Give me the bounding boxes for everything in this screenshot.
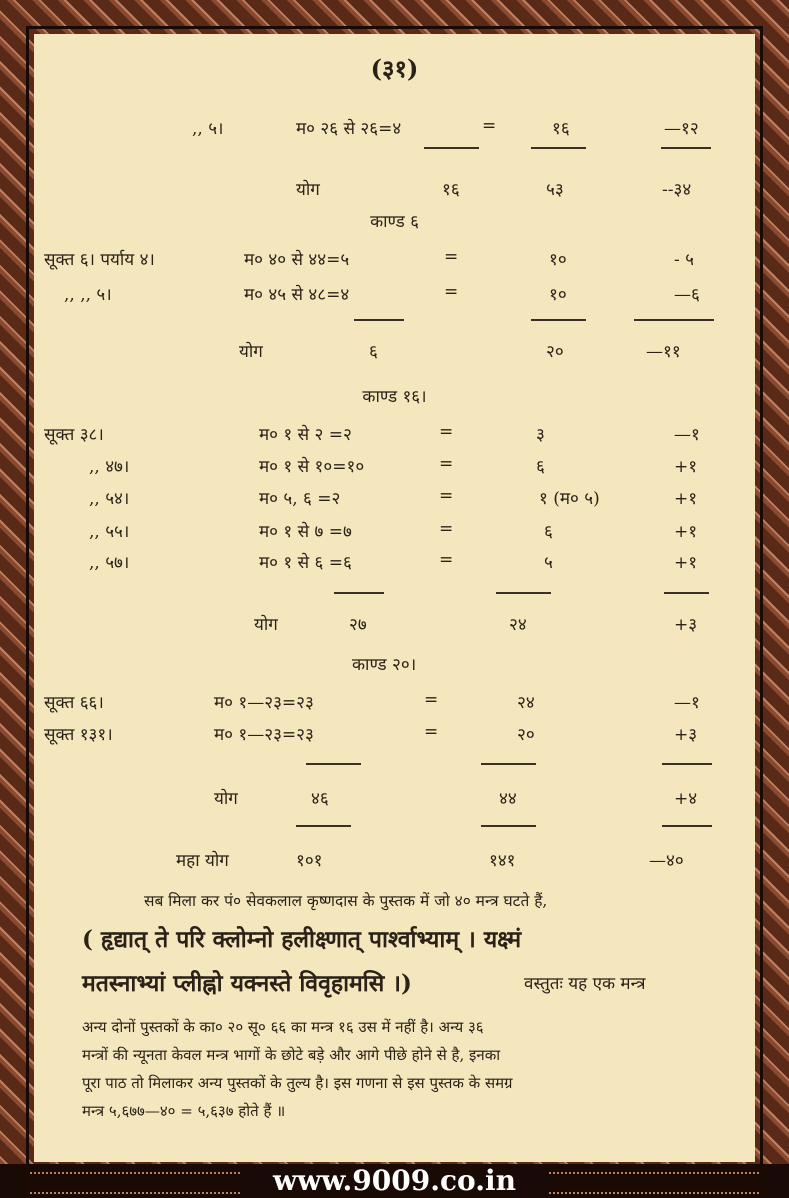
sukta-cell: ,, ,, ५। [64, 285, 112, 305]
count-cell: १० [549, 250, 567, 270]
table-row [34, 422, 755, 452]
sum-rule [664, 592, 709, 594]
difference-cell: —१ [674, 693, 700, 713]
equals-sign: = [439, 454, 454, 474]
mantra-range: म० ४० से ४४=५ [244, 250, 350, 270]
total-row [34, 786, 755, 816]
total-cell: २७ [349, 615, 367, 635]
mantra-range: म० ४५ से ४८=४ [244, 285, 350, 305]
footer-website: www.9009.co.in [273, 1164, 516, 1197]
book-page [34, 34, 755, 1162]
mantra-range: म० १ से २ =२ [259, 425, 352, 445]
total-cell: ४४ [499, 789, 517, 809]
table-row [34, 722, 755, 752]
table-row [34, 454, 755, 484]
table-row [34, 116, 755, 146]
verse-line: मतस्नाभ्यां प्लीह्नो यक्नस्ते विवृहामसि ।) [82, 970, 412, 997]
total-cell: ४६ [311, 789, 329, 809]
sum-rule [306, 763, 361, 765]
total-cell: —११ [646, 342, 681, 362]
total-label: योग [214, 789, 238, 809]
sum-rule [531, 319, 586, 321]
equals-sign: = [424, 690, 439, 710]
mantra-range: म० २६ से २६=४ [296, 119, 402, 139]
count-cell: २० [517, 725, 535, 745]
sum-rule [481, 825, 536, 827]
sukta-cell: ,, ५। [192, 119, 224, 139]
total-row [34, 339, 755, 369]
total-row [34, 612, 755, 642]
difference-cell: - ५ [674, 250, 694, 270]
equals-sign: = [439, 422, 454, 442]
equals-sign: = [444, 282, 459, 302]
difference-cell: —१ [674, 425, 700, 445]
equals-sign: = [439, 550, 454, 570]
sum-rule [354, 319, 404, 321]
table-row [34, 282, 755, 312]
sukta-cell: ,, ५७। [89, 553, 130, 573]
total-cell: २० [546, 342, 564, 362]
sukta-cell: सूक्त १३१। [44, 725, 113, 745]
total-row [34, 177, 755, 207]
count-cell: १० [549, 285, 567, 305]
difference-cell: —१२ [664, 119, 699, 139]
equals-sign: = [444, 247, 459, 267]
total-cell: १६ [442, 180, 460, 200]
difference-cell: +१ [674, 522, 698, 542]
equals-sign: = [424, 722, 439, 742]
count-cell: ६ [536, 457, 545, 477]
grand-total-cell: १४१ [489, 851, 516, 871]
total-label: योग [239, 342, 263, 362]
total-cell: २४ [509, 615, 527, 635]
sukta-cell: सूक्त ३८। [44, 425, 104, 445]
mantra-range: म० १ से ६ =६ [259, 553, 352, 573]
page-number: (३१) [370, 54, 419, 83]
difference-cell: +१ [674, 457, 698, 477]
sum-rule [334, 592, 384, 594]
grand-total-cell: १०१ [296, 851, 323, 871]
sum-rule [634, 319, 714, 321]
footer-bar [0, 1164, 789, 1198]
table-row [34, 519, 755, 549]
total-cell: +४ [674, 789, 698, 809]
equals-sign: = [439, 519, 454, 539]
count-cell: १ (म० ५) [539, 489, 600, 509]
total-cell: +३ [674, 615, 698, 635]
sum-rule [481, 763, 536, 765]
count-cell: ६ [544, 522, 553, 542]
difference-cell: +३ [674, 725, 698, 745]
total-cell: ५३ [546, 180, 564, 200]
total-label: योग [296, 180, 320, 200]
grand-total-cell: —४० [649, 851, 684, 871]
count-cell: २४ [517, 693, 535, 713]
section-heading: काण्ड १६। [362, 387, 427, 407]
difference-cell: +१ [674, 553, 698, 573]
grand-total-label: महा योग [176, 851, 229, 871]
sum-rule [662, 763, 712, 765]
mantra-range: म० १—२३=२३ [214, 693, 314, 713]
total-cell: --३४ [662, 180, 692, 200]
equals-sign: = [439, 486, 454, 506]
difference-cell: +१ [674, 489, 698, 509]
sukta-cell: सूक्त ६६। [44, 693, 104, 713]
sum-rule [424, 147, 479, 149]
paragraph-line: अन्य दोनों पुस्तकों के का० २० सू० ६६ का मन्त्र १६ उस में नहीं है। अन्य ३६ [82, 1018, 484, 1036]
table-row [34, 486, 755, 516]
sukta-cell: ,, ५४। [89, 489, 130, 509]
mantra-range: म० ५, ६ =२ [259, 489, 341, 509]
sukta-cell: सूक्त ६। पर्याय ४। [44, 250, 155, 270]
sukta-cell: ,, ५५। [89, 522, 130, 542]
table-row [34, 690, 755, 720]
paragraph-line: वस्तुतः यह एक मन्त्र [524, 974, 646, 994]
count-cell: १६ [552, 119, 570, 139]
sum-rule [296, 825, 351, 827]
grand-total-row [34, 848, 755, 878]
count-cell: ५ [544, 553, 553, 573]
difference-cell: —६ [674, 285, 700, 305]
total-label: योग [254, 615, 278, 635]
sum-rule [662, 825, 712, 827]
table-row [34, 247, 755, 277]
paragraph-line: पूरा पाठ तो मिलाकर अन्य पुस्तकों के तुल्य है। इस गणना से इस पुस्तक के समग्र [82, 1074, 513, 1092]
mantra-range: म० १ से १०=१० [259, 457, 365, 477]
verse-line: ( हृद्यात् ते परि क्लोम्नो हलीक्ष्णात् पार्श्वाभ्याम् । यक्ष्मं [82, 926, 522, 953]
equals-sign: = [482, 116, 497, 136]
table-row [34, 550, 755, 580]
paragraph-line: सब मिला कर पं० सेवकलाल कृष्णदास के पुस्तक में जो ४० मन्त्र घटते हैं, [144, 892, 548, 910]
section-heading: काण्ड २०। [352, 655, 417, 675]
paragraph-line: मन्त्र ५,६७७—४० = ५,६३७ होते हैं ॥ [82, 1102, 286, 1120]
total-cell: ६ [369, 342, 378, 362]
sum-rule [531, 147, 586, 149]
sum-rule [496, 592, 551, 594]
paragraph-line: मन्त्रों की न्यूनता केवल मन्त्र भागों के छोटे बड़े और आगे पीछे होने से है, इनका [82, 1046, 501, 1064]
count-cell: ३ [536, 425, 545, 445]
section-heading: काण्ड ६ [370, 212, 419, 232]
mantra-range: म० १ से ७ =७ [259, 522, 352, 542]
mantra-range: म० १—२३=२३ [214, 725, 314, 745]
sukta-cell: ,, ४७। [89, 457, 130, 477]
sum-rule [661, 147, 711, 149]
